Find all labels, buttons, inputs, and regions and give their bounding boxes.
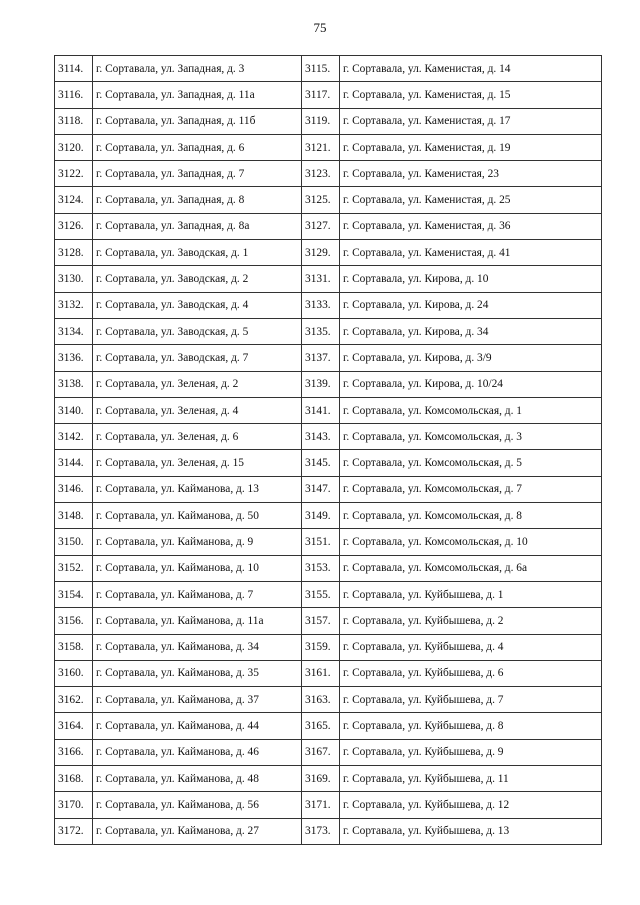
address-right: г. Сортавала, ул. Комсомольская, д. 10 <box>340 529 602 555</box>
table-row <box>55 739 602 765</box>
entry-number-left: 3116. <box>55 82 93 108</box>
address-left: г. Сортавала, ул. Заводская, д. 5 <box>93 318 302 344</box>
table-row <box>55 608 602 634</box>
address-right: г. Сортавала, ул. Комсомольская, д. 5 <box>340 450 602 476</box>
table-row <box>55 371 602 397</box>
address-right: г. Сортавала, ул. Кирова, д. 10/24 <box>340 371 602 397</box>
address-right: г. Сортавала, ул. Куйбышева, д. 4 <box>340 634 602 660</box>
entry-number-right: 3165. <box>302 713 340 739</box>
table-row <box>55 397 602 423</box>
entry-number-left: 3168. <box>55 766 93 792</box>
entry-number-left: 3138. <box>55 371 93 397</box>
entry-number-left: 3158. <box>55 634 93 660</box>
table-row <box>55 292 602 318</box>
entry-number-right: 3171. <box>302 792 340 818</box>
entry-number-right: 3137. <box>302 345 340 371</box>
address-left: г. Сортавала, ул. Кайманова, д. 9 <box>93 529 302 555</box>
table-row <box>55 187 602 213</box>
address-left: г. Сортавала, ул. Западная, д. 11а <box>93 82 302 108</box>
address-right: г. Сортавала, ул. Куйбышева, д. 1 <box>340 581 602 607</box>
entry-number-left: 3134. <box>55 318 93 344</box>
table-row <box>55 581 602 607</box>
address-right: г. Сортавала, ул. Комсомольская, д. 8 <box>340 503 602 529</box>
table-row <box>55 213 602 239</box>
entry-number-left: 3114. <box>55 56 93 82</box>
address-right: г. Сортавала, ул. Кирова, д. 10 <box>340 266 602 292</box>
address-right: г. Сортавала, ул. Куйбышева, д. 8 <box>340 713 602 739</box>
address-left: г. Сортавала, ул. Кайманова, д. 13 <box>93 476 302 502</box>
address-left: г. Сортавала, ул. Зеленая, д. 4 <box>93 397 302 423</box>
address-right: г. Сортавала, ул. Каменистая, д. 15 <box>340 82 602 108</box>
entry-number-left: 3126. <box>55 213 93 239</box>
entry-number-right: 3153. <box>302 555 340 581</box>
address-right: г. Сортавала, ул. Каменистая, д. 17 <box>340 108 602 134</box>
entry-number-left: 3166. <box>55 739 93 765</box>
entry-number-right: 3119. <box>302 108 340 134</box>
table-row <box>55 266 602 292</box>
table-row <box>55 766 602 792</box>
entry-number-left: 3162. <box>55 687 93 713</box>
address-left: г. Сортавала, ул. Западная, д. 8а <box>93 213 302 239</box>
entry-number-left: 3160. <box>55 660 93 686</box>
address-right: г. Сортавала, ул. Кирова, д. 34 <box>340 318 602 344</box>
address-left: г. Сортавала, ул. Зеленая, д. 2 <box>93 371 302 397</box>
address-left: г. Сортавала, ул. Кайманова, д. 44 <box>93 713 302 739</box>
table-row <box>55 529 602 555</box>
entry-number-right: 3159. <box>302 634 340 660</box>
entry-number-right: 3151. <box>302 529 340 555</box>
address-right: г. Сортавала, ул. Куйбышева, д. 13 <box>340 818 602 844</box>
entry-number-right: 3169. <box>302 766 340 792</box>
address-right: г. Сортавала, ул. Кирова, д. 3/9 <box>340 345 602 371</box>
table-row <box>55 660 602 686</box>
entry-number-right: 3147. <box>302 476 340 502</box>
address-left: г. Сортавала, ул. Западная, д. 7 <box>93 161 302 187</box>
entry-number-left: 3144. <box>55 450 93 476</box>
page-number: 75 <box>313 20 327 35</box>
entry-number-right: 3161. <box>302 660 340 686</box>
table-row <box>55 476 602 502</box>
entry-number-left: 3148. <box>55 503 93 529</box>
address-right: г. Сортавала, ул. Куйбышева, д. 9 <box>340 739 602 765</box>
address-right: г. Сортавала, ул. Куйбышева, д. 11 <box>340 766 602 792</box>
table-row <box>55 555 602 581</box>
table-row <box>55 450 602 476</box>
address-right: г. Сортавала, ул. Куйбышева, д. 12 <box>340 792 602 818</box>
address-left: г. Сортавала, ул. Западная, д. 8 <box>93 187 302 213</box>
address-left: г. Сортавала, ул. Зеленая, д. 6 <box>93 424 302 450</box>
address-right: г. Сортавала, ул. Комсомольская, д. 3 <box>340 424 602 450</box>
table-row <box>55 818 602 844</box>
table-row <box>55 792 602 818</box>
address-right: г. Сортавала, ул. Куйбышева, д. 7 <box>340 687 602 713</box>
table-row <box>55 634 602 660</box>
address-left: г. Сортавала, ул. Кайманова, д. 11а <box>93 608 302 634</box>
entry-number-right: 3127. <box>302 213 340 239</box>
address-left: г. Сортавала, ул. Кайманова, д. 50 <box>93 503 302 529</box>
address-left: г. Сортавала, ул. Западная, д. 6 <box>93 134 302 160</box>
entry-number-left: 3136. <box>55 345 93 371</box>
entry-number-right: 3167. <box>302 739 340 765</box>
address-left: г. Сортавала, ул. Кайманова, д. 56 <box>93 792 302 818</box>
table-row <box>55 503 602 529</box>
address-left: г. Сортавала, ул. Кайманова, д. 46 <box>93 739 302 765</box>
table-row <box>55 108 602 134</box>
table-row <box>55 713 602 739</box>
entry-number-right: 3129. <box>302 240 340 266</box>
entry-number-left: 3118. <box>55 108 93 134</box>
table-row <box>55 687 602 713</box>
entry-number-right: 3157. <box>302 608 340 634</box>
entry-number-left: 3124. <box>55 187 93 213</box>
entry-number-left: 3142. <box>55 424 93 450</box>
address-left: г. Сортавала, ул. Кайманова, д. 48 <box>93 766 302 792</box>
entry-number-right: 3143. <box>302 424 340 450</box>
entry-number-left: 3130. <box>55 266 93 292</box>
entry-number-left: 3154. <box>55 581 93 607</box>
address-left: г. Сортавала, ул. Кайманова, д. 10 <box>93 555 302 581</box>
entry-number-right: 3141. <box>302 397 340 423</box>
address-left: г. Сортавала, ул. Кайманова, д. 37 <box>93 687 302 713</box>
table-row <box>55 56 602 82</box>
table-row <box>55 82 602 108</box>
table-row <box>55 424 602 450</box>
address-left: г. Сортавала, ул. Заводская, д. 2 <box>93 266 302 292</box>
table-row <box>55 318 602 344</box>
entry-number-right: 3149. <box>302 503 340 529</box>
address-right: г. Сортавала, ул. Каменистая, д. 36 <box>340 213 602 239</box>
address-right: г. Сортавала, ул. Каменистая, д. 14 <box>340 56 602 82</box>
address-left: г. Сортавала, ул. Заводская, д. 1 <box>93 240 302 266</box>
table-row <box>55 134 602 160</box>
address-right: г. Сортавала, ул. Комсомольская, д. 7 <box>340 476 602 502</box>
entry-number-right: 3145. <box>302 450 340 476</box>
entry-number-left: 3132. <box>55 292 93 318</box>
address-right: г. Сортавала, ул. Куйбышева, д. 6 <box>340 660 602 686</box>
address-right: г. Сортавала, ул. Комсомольская, д. 1 <box>340 397 602 423</box>
entry-number-left: 3120. <box>55 134 93 160</box>
entry-number-left: 3152. <box>55 555 93 581</box>
entry-number-right: 3133. <box>302 292 340 318</box>
entry-number-left: 3128. <box>55 240 93 266</box>
entry-number-left: 3172. <box>55 818 93 844</box>
address-left: г. Сортавала, ул. Кайманова, д. 34 <box>93 634 302 660</box>
address-right: г. Сортавала, ул. Каменистая, д. 19 <box>340 134 602 160</box>
entry-number-right: 3173. <box>302 818 340 844</box>
address-right: г. Сортавала, ул. Кирова, д. 24 <box>340 292 602 318</box>
entry-number-right: 3115. <box>302 56 340 82</box>
entry-number-right: 3117. <box>302 82 340 108</box>
address-right: г. Сортавала, ул. Комсомольская, д. 6а <box>340 555 602 581</box>
entry-number-left: 3150. <box>55 529 93 555</box>
address-left: г. Сортавала, ул. Зеленая, д. 15 <box>93 450 302 476</box>
entry-number-left: 3122. <box>55 161 93 187</box>
entry-number-right: 3139. <box>302 371 340 397</box>
entry-number-right: 3125. <box>302 187 340 213</box>
entry-number-right: 3131. <box>302 266 340 292</box>
address-right: г. Сортавала, ул. Каменистая, д. 25 <box>340 187 602 213</box>
entry-number-right: 3123. <box>302 161 340 187</box>
address-table <box>54 55 602 845</box>
address-left: г. Сортавала, ул. Западная, д. 3 <box>93 56 302 82</box>
entry-number-left: 3156. <box>55 608 93 634</box>
address-left: г. Сортавала, ул. Заводская, д. 7 <box>93 345 302 371</box>
address-left: г. Сортавала, ул. Кайманова, д. 27 <box>93 818 302 844</box>
address-right: г. Сортавала, ул. Каменистая, д. 41 <box>340 240 602 266</box>
address-right: г. Сортавала, ул. Каменистая, 23 <box>340 161 602 187</box>
table-row <box>55 240 602 266</box>
entry-number-left: 3146. <box>55 476 93 502</box>
address-table-body <box>55 56 602 845</box>
entry-number-right: 3121. <box>302 134 340 160</box>
entry-number-left: 3164. <box>55 713 93 739</box>
address-left: г. Сортавала, ул. Заводская, д. 4 <box>93 292 302 318</box>
entry-number-right: 3155. <box>302 581 340 607</box>
address-left: г. Сортавала, ул. Западная, д. 11б <box>93 108 302 134</box>
table-row <box>55 161 602 187</box>
entry-number-right: 3163. <box>302 687 340 713</box>
entry-number-left: 3170. <box>55 792 93 818</box>
entry-number-left: 3140. <box>55 397 93 423</box>
entry-number-right: 3135. <box>302 318 340 344</box>
table-row <box>55 345 602 371</box>
address-right: г. Сортавала, ул. Куйбышева, д. 2 <box>340 608 602 634</box>
address-left: г. Сортавала, ул. Кайманова, д. 35 <box>93 660 302 686</box>
address-left: г. Сортавала, ул. Кайманова, д. 7 <box>93 581 302 607</box>
